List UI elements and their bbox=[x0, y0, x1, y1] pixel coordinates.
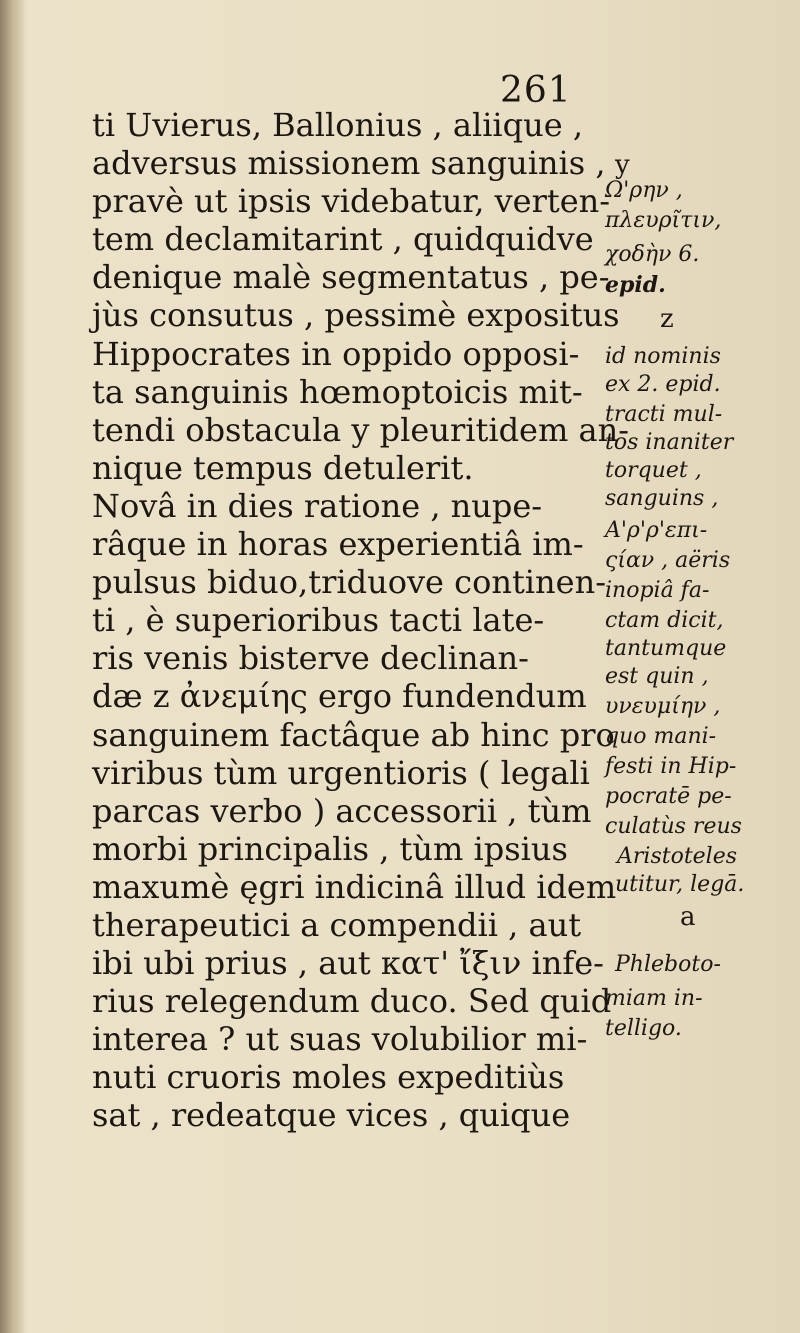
margin-note: culatùs reus bbox=[605, 814, 742, 839]
margin-note: Α'ρ'ρ'επι- bbox=[605, 518, 708, 543]
text-line: nuti cruoris moles expeditiùs bbox=[92, 1058, 565, 1097]
margin-note: y bbox=[615, 150, 630, 180]
text-line: ris venis bisterve declinan- bbox=[92, 639, 529, 678]
margin-note: sanguins , bbox=[605, 486, 719, 511]
margin-note: est quin , bbox=[605, 664, 709, 689]
text-line: interea ? ut suas volubilior mi- bbox=[92, 1020, 588, 1059]
text-line: pulsus biduo,triduove continen- bbox=[92, 563, 606, 602]
margin-note: Aristoteles bbox=[617, 844, 738, 869]
text-line: dæ z ἀνεμίης ergo fundendum bbox=[92, 677, 587, 716]
margin-note: χοδὴν 6. bbox=[605, 242, 700, 267]
margin-note: tantumque bbox=[605, 636, 727, 661]
margin-note: utitur, legā. bbox=[615, 872, 745, 897]
text-line: adversus missionem sanguinis , bbox=[92, 144, 606, 183]
text-line: denique malè segmentatus , pe- bbox=[92, 258, 610, 297]
margin-note: ex 2. epid. bbox=[605, 372, 721, 397]
margin-note: z bbox=[660, 304, 674, 334]
text-line: maxumè ęgri indicinâ illud idem bbox=[92, 867, 617, 906]
text-line: pravè ut ipsis videbatur, verten- bbox=[92, 182, 611, 221]
text-line: jùs consutus , pessimè expositus bbox=[92, 296, 620, 335]
text-line: viribus tùm urgentioris ( legali bbox=[92, 753, 590, 792]
text-line: Novâ in dies ratione , nupe- bbox=[92, 486, 543, 525]
text-line: tem declamitarint , quidquidve bbox=[92, 220, 594, 259]
margin-note: festi in Hip- bbox=[605, 754, 737, 779]
text-line: parcas verbo ) accessorii , tùm bbox=[92, 791, 592, 830]
text-line: morbi principalis , tùm ipsius bbox=[92, 829, 568, 868]
margin-note: quo mani- bbox=[605, 724, 717, 749]
margin-note: id nominis bbox=[605, 344, 721, 369]
margin-note: ςίαν , aëris bbox=[605, 548, 731, 573]
margin-note: Ω'ρην , bbox=[605, 178, 683, 203]
margin-note: miam in- bbox=[605, 986, 703, 1011]
margin-note: epid. bbox=[605, 272, 666, 298]
text-line: ti Uvierus, Ballonius , aliique , bbox=[92, 106, 584, 144]
text-line: ibi ubi prius , aut κατ' ἴξιν infe- bbox=[92, 944, 604, 983]
text-line: Hippocrates in oppido opposi- bbox=[92, 334, 580, 373]
text-line: tendi obstacula y pleuritidem an- bbox=[92, 410, 629, 449]
text-line: sanguinem factâque ab hinc pro bbox=[92, 715, 615, 754]
margin-note: inopiâ fa- bbox=[605, 578, 710, 603]
margin-note: telligo. bbox=[605, 1016, 682, 1041]
margin-note: tos inaniter bbox=[605, 430, 734, 455]
margin-note: a bbox=[680, 902, 696, 932]
page-gutter bbox=[0, 0, 26, 1333]
text-line: rius relegendum duco. Sed quid bbox=[92, 982, 612, 1021]
text-line: râque in horas experientiâ im- bbox=[92, 525, 584, 564]
margin-note: tracti mul- bbox=[605, 402, 723, 427]
margin-note: πλευρῖτιν, bbox=[605, 208, 722, 233]
page-number: 261 bbox=[500, 70, 572, 111]
text-line: ti , è superioribus tacti late- bbox=[92, 601, 545, 640]
margin-note: pocratē pe- bbox=[605, 784, 732, 809]
text-line: therapeutici a compendii , aut bbox=[92, 905, 582, 944]
margin-note: ctam dicit, bbox=[605, 608, 724, 633]
margin-note: υνευμίην , bbox=[605, 694, 721, 719]
margin-note: Phleboto- bbox=[615, 952, 721, 977]
text-line: nique tempus detulerit. bbox=[92, 448, 474, 487]
text-line: sat , redeatque vices , quique bbox=[92, 1096, 571, 1135]
main-text-block bbox=[92, 106, 629, 1135]
text-line: ta sanguinis hœmoptoicis mit- bbox=[92, 372, 583, 411]
margin-note: torquet , bbox=[605, 458, 702, 483]
